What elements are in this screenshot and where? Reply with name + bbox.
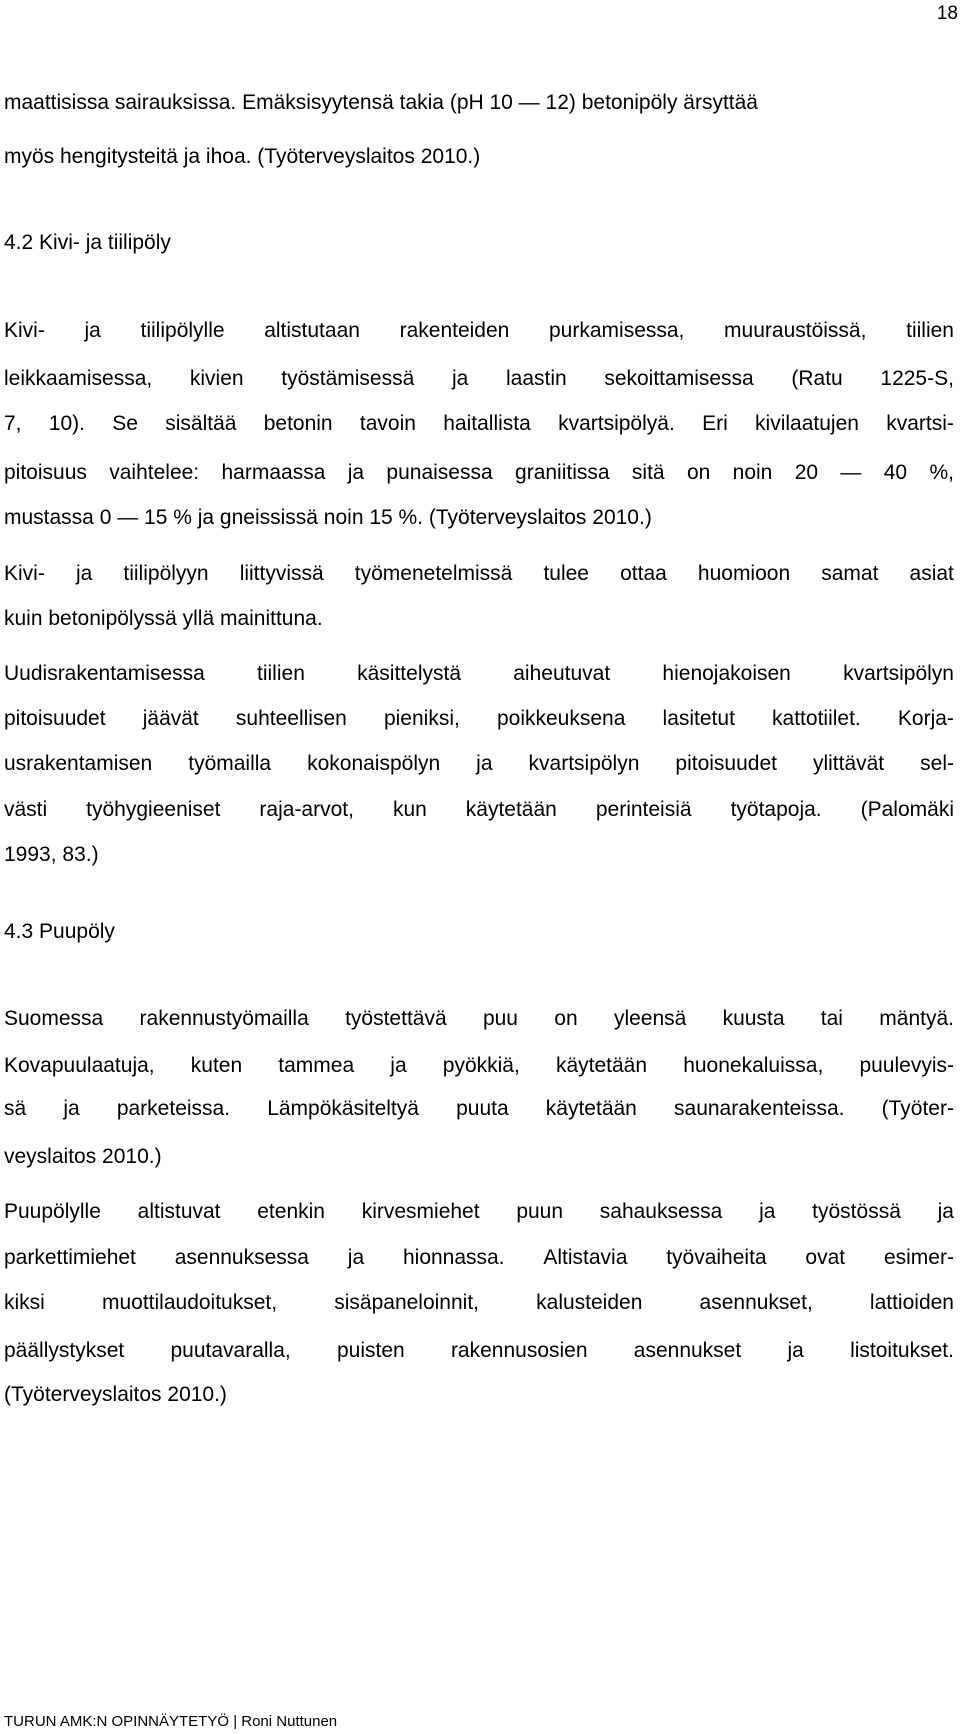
paragraph-line: 1993, 83.)	[4, 843, 99, 866]
paragraph-line: sä ja parketeissa. Lämpökäsiteltyä puuta käytetään saunarakenteissa. (Työter-	[4, 1097, 954, 1120]
paragraph-line: kiksi muottilaudoitukset, sisäpaneloinnit, kalusteiden asennukset, lattioiden	[4, 1291, 954, 1314]
paragraph-line: Kivi- ja tiilipölyyn liittyvissä työmenetelmissä tulee ottaa huomioon samat asiat	[4, 562, 954, 585]
paragraph-line: myös hengitysteitä ja ihoa. (Työterveyslaitos 2010.)	[4, 145, 481, 168]
paragraph-line: Uudisrakentamisessa tiilien käsittelystä aiheutuvat hienojakoisen kvartsipölyn	[4, 662, 954, 685]
paragraph-line: parkettimiehet asennuksessa ja hionnassa. Altistavia työvaiheita ovat esimer-	[4, 1246, 954, 1269]
paragraph-line: (Työterveyslaitos 2010.)	[4, 1383, 227, 1406]
paragraph-line: 7, 10). Se sisältää betonin tavoin haitallista kvartsipölyä. Eri kivilaatujen kvartsi-	[4, 412, 954, 435]
paragraph-line: Kivi- ja tiilipölylle altistutaan rakenteiden purkamisessa, muuraustöissä, tiilien	[4, 319, 954, 342]
paragraph-line: usrakentamisen työmailla kokonaispölyn ja kvartsipölyn pitoisuudet ylittävät sel-	[4, 752, 954, 775]
page-number: 18	[936, 3, 958, 24]
paragraph-line: Puupölylle altistuvat etenkin kirvesmiehet puun sahauksessa ja työstössä ja	[4, 1200, 954, 1223]
page-footer: TURUN AMK:N OPINNÄYTETYÖ | Roni Nuttunen	[4, 1713, 338, 1730]
paragraph-line: Suomessa rakennustyömailla työstettävä puu on yleensä kuusta tai mäntyä.	[4, 1007, 954, 1030]
paragraph-line: västi työhygieeniset raja-arvot, kun käytetään perinteisiä työtapoja. (Palomäki	[4, 798, 954, 821]
section-heading-4-3: 4.3 Puupöly	[4, 920, 115, 943]
section-heading-4-2: 4.2 Kivi- ja tiilipöly	[4, 231, 171, 254]
paragraph-line: Kovapuulaatuja, kuten tammea ja pyökkiä, käytetään huonekaluissa, puulevyis-	[4, 1054, 954, 1077]
paragraph-line: päällystykset puutavaralla, puisten rakennusosien asennukset ja listoitukset.	[4, 1339, 954, 1362]
paragraph-line: pitoisuudet jäävät suhteellisen pieniksi, poikkeuksena lasitetut kattotiilet. Korja-	[4, 707, 954, 730]
paragraph-line: mustassa 0 — 15 % ja gneississä noin 15 %. (Työterveyslaitos 2010.)	[4, 506, 652, 529]
paragraph-line: veyslaitos 2010.)	[4, 1145, 162, 1168]
paragraph-line: maattisissa sairauksissa. Emäksisyytensä takia (pH 10 — 12) betonipöly ärsyttää	[4, 91, 758, 114]
paragraph-line: leikkaamisessa, kivien työstämisessä ja laastin sekoittamisessa (Ratu 1225-S,	[4, 367, 954, 390]
paragraph-line: pitoisuus vaihtelee: harmaassa ja punaisessa graniitissa sitä on noin 20 — 40 %,	[4, 461, 954, 484]
paragraph-line: kuin betonipölyssä yllä mainittuna.	[4, 607, 323, 630]
